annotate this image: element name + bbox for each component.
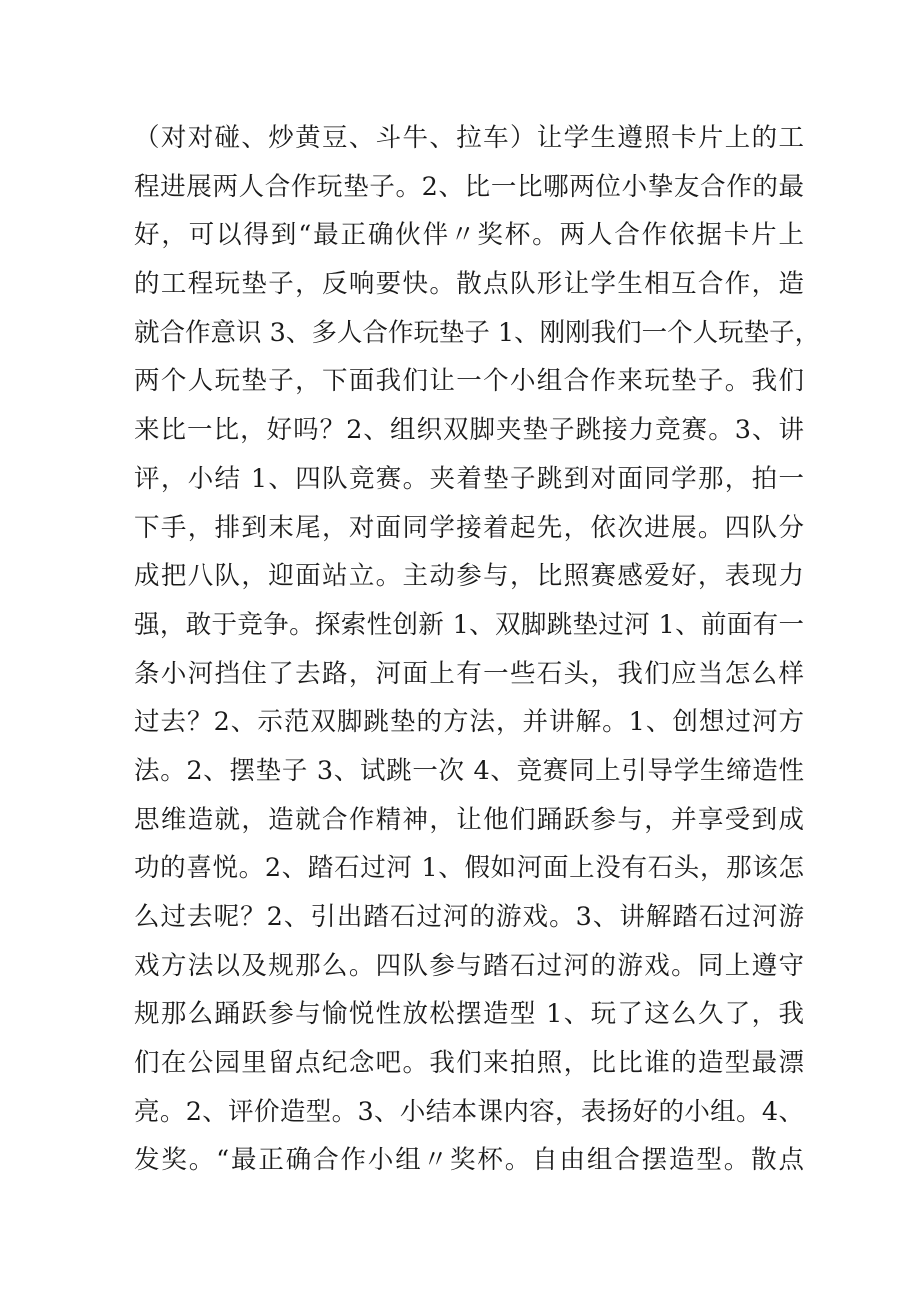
text-line-11: 强，敢于竞争。探索性创新 1、双脚跳垫过河 1、前面有一 bbox=[134, 609, 804, 640]
text-line-1: （对对碰、炒黄豆、斗牛、拉车）让学生遵照卡片上的工 bbox=[134, 123, 804, 153]
text-line-22: 发奖。“最正确合作小组〃奖杯。自由组合摆造型。散点 bbox=[134, 1145, 804, 1176]
text-line-3: 好，可以得到“最正确伙伴〃奖杯。两人合作依据卡片上 bbox=[134, 220, 804, 251]
text-line-13: 过去？2、示范双脚跳垫的方法，并讲解。1、创想过河方 bbox=[134, 707, 804, 738]
text-line-5: 就合作意识 3、多人合作玩垫子 1、刚刚我们一个人玩垫子， bbox=[134, 317, 821, 348]
text-line-19: 规那么踊跃参与愉悦性放松摆造型 1、玩了这么久了，我 bbox=[134, 999, 804, 1030]
text-line-15: 思维造就，造就合作精神，让他们踊跃参与，并享受到成 bbox=[134, 804, 804, 835]
text-line-6: 两个人玩垫子，下面我们让一个小组合作来玩垫子。我们 bbox=[134, 366, 804, 397]
text-line-4: 的工程玩垫子，反响要快。散点队形让学生相互合作，造 bbox=[134, 269, 804, 300]
text-line-9: 下手，排到末尾，对面同学接着起先，依次进展。四队分 bbox=[134, 512, 804, 543]
text-line-17: 么过去呢？2、引出踏石过河的游戏。3、讲解踏石过河游 bbox=[134, 902, 804, 932]
body-text bbox=[134, 114, 821, 1185]
text-line-12: 条小河挡住了去路，河面上有一些石头，我们应当怎么样 bbox=[134, 658, 804, 689]
text-line-18: 戏方法以及规那么。四队参与踏石过河的游戏。同上遵守 bbox=[134, 950, 804, 981]
text-line-20: 们在公园里留点纪念吧。我们来拍照，比比谁的造型最漂 bbox=[134, 1048, 804, 1079]
text-line-7: 来比一比，好吗？2、组织双脚夹垫子跳接力竞赛。3、讲 bbox=[134, 415, 804, 446]
text-line-21: 亮。2、评价造型。3、小结本课内容，表扬好的小组。4、 bbox=[134, 1096, 804, 1127]
text-line-14: 法。2、摆垫子 3、试跳一次 4、竞赛同上引导学生缔造性 bbox=[134, 755, 804, 786]
text-line-2: 程进展两人合作玩垫子。2、比一比哪两位小挚友合作的最 bbox=[134, 171, 804, 202]
text-line-10: 成把八队，迎面站立。主动参与，比照赛感爱好，表现力 bbox=[134, 561, 804, 592]
text-line-16: 功的喜悦。2、踏石过河 1、假如河面上没有石头，那该怎 bbox=[134, 853, 804, 884]
text-line-8: 评，小结 1、四队竞赛。夹着垫子跳到对面同学那，拍一 bbox=[134, 463, 804, 494]
